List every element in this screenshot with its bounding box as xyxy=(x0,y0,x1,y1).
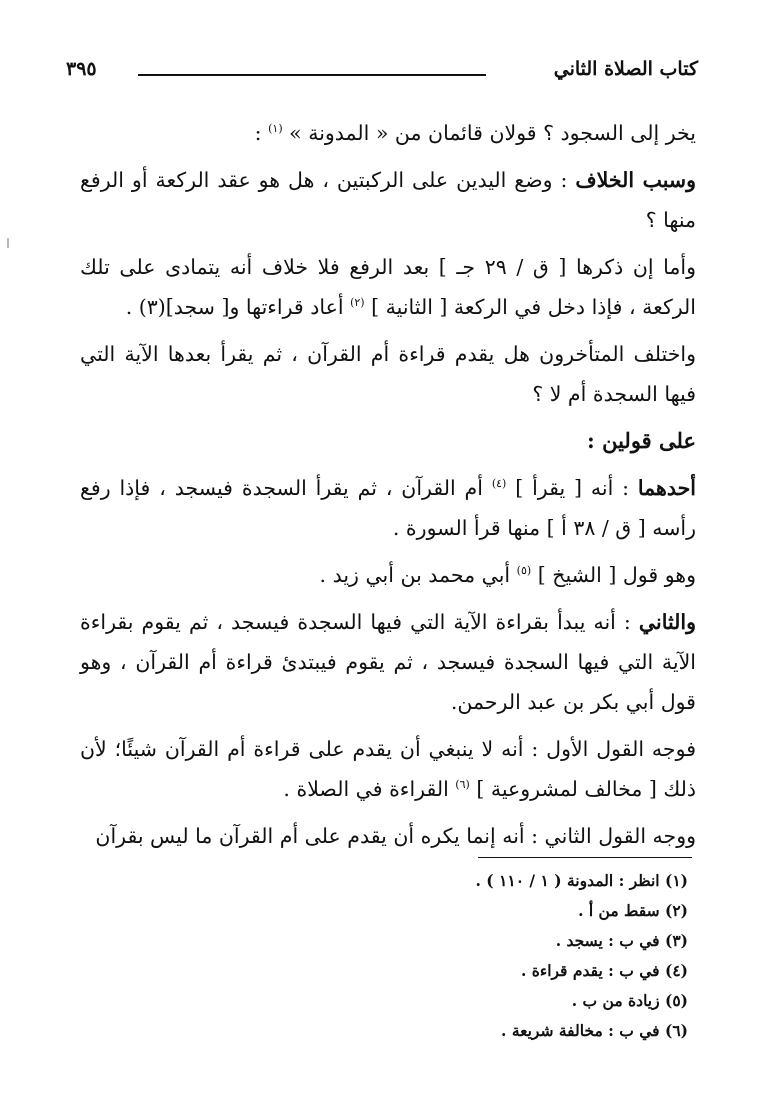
paragraph-text: : أنه [ يقرأ ] xyxy=(515,476,630,500)
paragraph-lead: أحدهما xyxy=(637,476,696,500)
paragraph xyxy=(80,602,696,722)
running-header xyxy=(66,58,698,86)
section-heading xyxy=(80,421,696,461)
paragraph-tail: : xyxy=(254,121,262,145)
paragraph-text: على قولين : xyxy=(587,428,696,453)
body-text xyxy=(80,113,696,863)
paragraph-text: : وضع اليدين على الركبتين ، هل هو عقد الركعة أو الرفع منها ؟ xyxy=(80,168,696,232)
footnote: (٦) في ب : مخالفة شريعة . xyxy=(501,1021,688,1040)
page-number: ٣٩٥ xyxy=(66,58,97,80)
paragraph-text: واختلف المتأخرون هل يقدم قراءة أم القرآن ، ثم يقرأ بعدها الآية التي فيها السجدة أم لا ؟ xyxy=(80,342,696,406)
footnote-marker: (٢) xyxy=(350,296,365,309)
paragraph-tail: أبي محمد بن أبي زيد . xyxy=(319,563,511,587)
paragraph-lead: وسبب الخلاف xyxy=(575,168,696,192)
book-title: كتاب الصلاة الثاني xyxy=(553,58,698,80)
paragraph xyxy=(80,113,696,153)
paragraph-text: وهو قول [ الشيخ ] xyxy=(537,563,696,587)
paragraph-text: ووجه القول الثاني : أنه إنما يكره أن يقدم على أم القرآن ما ليس بقرآن xyxy=(95,824,696,848)
paragraph xyxy=(80,729,696,809)
paragraph-text: : أنه يبدأ بقراءة الآية التي فيها السجدة فيسجد ، ثم يقوم بقراءة الآية التي فيها السجدة فيسجد ، ثم يقوم فيبتدئ قراءة أم القرآن ، وهو قول أبي بكر بن عبد الرحمن. xyxy=(80,610,696,714)
paragraph-text: وأما إن ذكرها [ ق / ٢٩ جـ ] بعد الرفع فلا خلاف أنه يتمادى على تلك الركعة ، فإذا دخل في الركعة [ الثانية ] xyxy=(80,255,696,319)
paragraph xyxy=(80,468,696,548)
paragraph xyxy=(80,247,696,327)
footnote-marker: (٥) xyxy=(516,564,532,577)
paragraph xyxy=(80,160,696,240)
header-rule xyxy=(138,74,486,76)
paragraph-tail: القراءة في الصلاة . xyxy=(283,777,449,801)
paragraph-text: يخر إلى السجود ؟ قولان قائمان من « المدونة » xyxy=(289,121,696,145)
footnote-marker: (٦) xyxy=(455,778,470,791)
footnote-marker: (١) xyxy=(268,122,283,135)
paragraph-text: فوجه القول الأول : أنه لا ينبغي أن يقدم على قراءة أم القرآن شيئًا؛ لأن ذلك [ مخالف لمشروعية ] xyxy=(80,737,696,801)
paragraph-tail: أعاد قراءتها و[ سجد](٣) . xyxy=(125,295,344,319)
footnote: (١) انظر : المدونة ( ١ / ١١٠ ) . xyxy=(475,871,688,890)
footnote-divider xyxy=(478,857,692,858)
paragraph-tail: أم القرآن ، ثم يقرأ السجدة فيسجد ، فإذا رفع رأسه [ ق / ٣٨ أ ] منها قرأ السورة . xyxy=(80,476,696,540)
footnotes xyxy=(268,866,688,1046)
paragraph xyxy=(80,816,696,856)
paragraph-lead: والثاني xyxy=(638,610,696,634)
footnote: (٥) زيادة من ب . xyxy=(571,991,688,1010)
footnote: (٤) في ب : يقدم قراءة . xyxy=(521,961,688,980)
footnote: (٣) في ب : يسجد . xyxy=(555,931,688,950)
footnote-marker: (٤) xyxy=(491,477,507,490)
paragraph xyxy=(80,334,696,414)
paragraph xyxy=(80,555,696,595)
footnote: (٢) سقط من أ . xyxy=(578,901,688,920)
margin-mark xyxy=(7,238,9,248)
